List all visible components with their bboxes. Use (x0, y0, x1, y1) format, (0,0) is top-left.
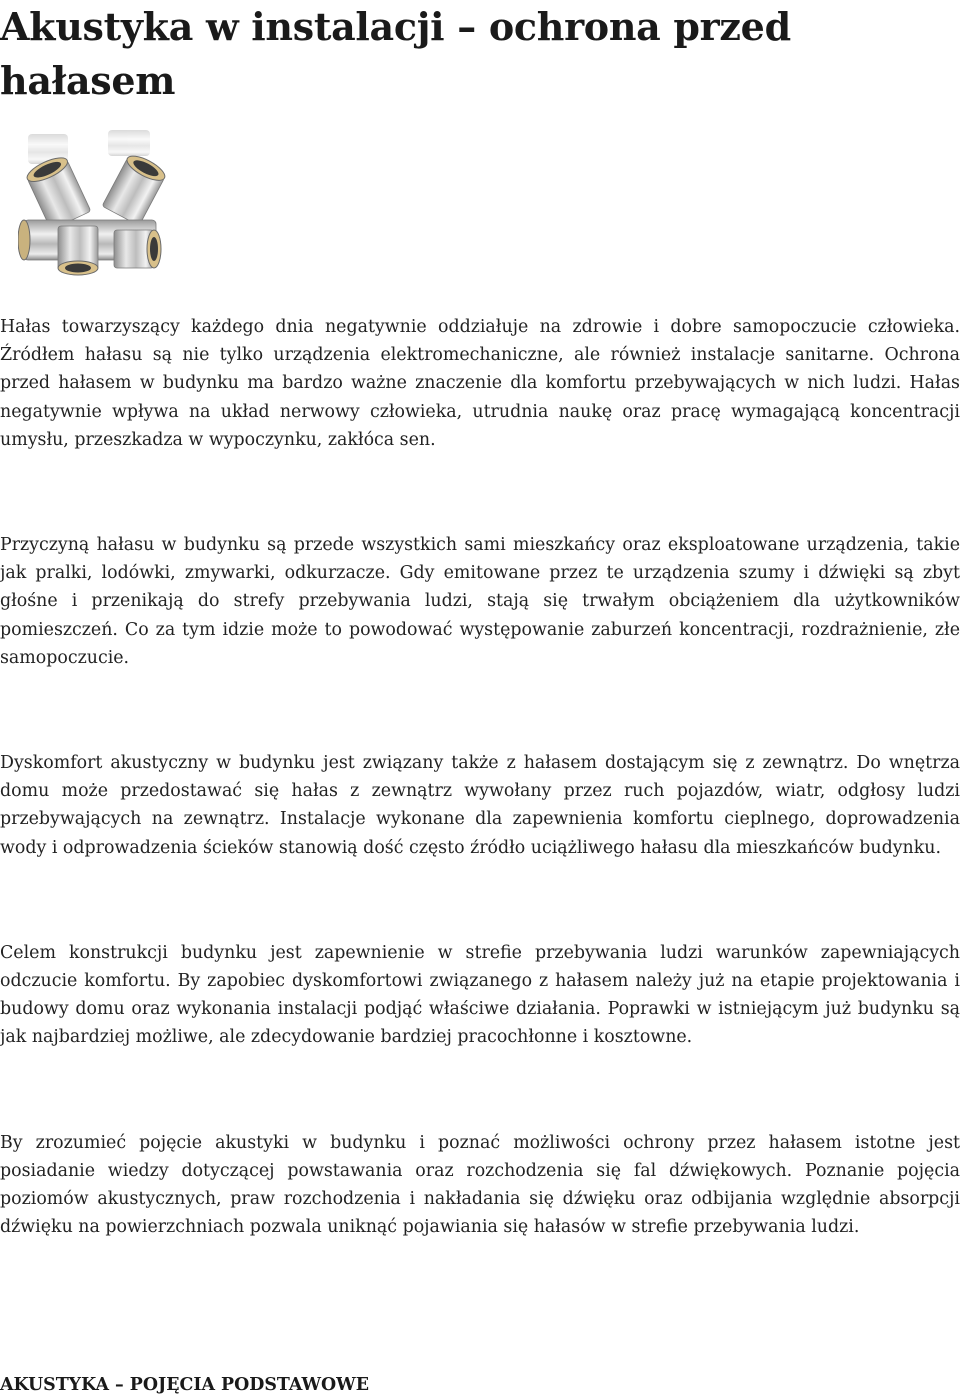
pipe-fittings-image (18, 126, 168, 276)
paragraph: Celem konstrukcji budynku jest zapewnienie w strefie przebywania ludzi warunków zapewniających odczucie komfortu. By zapobiec dyskomfortowi związanego z hałasem należy już na etapie projektowania i budowy domu oraz wykonania instalacji podjąć właściwe działania. Poprawki w istniejącym już budynku są jak najbardziej możliwe, ale zdecydowanie bardziej pracochłonne i kosztowne. (0, 942, 960, 1048)
article-body (0, 313, 960, 1318)
paragraph: Hałas towarzyszący każdego dnia negatywnie oddziałuje na zdrowie i dobre samopoczucie człowieka. Źródłem hałasu są nie tylko urządzenia elektromechaniczne, ale również instalacje sanitarne. Ochrona przed hałasem w budynku ma bardzo ważne znaczenie dla komfortu przebywających w nich ludzi. Hałas negatywnie wpływa na układ nerwowy człowieka, utrudnia naukę oraz pracę wymagającą koncentracji umysłu, przeszkadza w wypoczynku, zakłóca sen. (0, 317, 960, 450)
section-heading: AKUSTYKA – POJĘCIA PODSTAWOWE (0, 1375, 369, 1395)
article-title: Akustyka w instalacji – ochrona przed hałasem (0, 4, 791, 103)
paragraph: Przyczyną hałasu w budynku są przede wszystkich sami mieszkańcy oraz eksploatowane urządzenia, takie jak pralki, lodówki, zmywarki, odkurzacze. Gdy emitowane przez te urządzenia szumy i dźwięki są zbyt głośne i przenikają do strefy przebywania ludzi, stają się trwałym obciążeniem dla użytkowników pomieszczeń. Co za tym idzie może to powodować występowanie zaburzeń koncentracji, rozdrażnienie, złe samopoczucie. (0, 535, 960, 668)
paragraph: Dyskomfort akustyczny w budynku jest związany także z hałasem dostającym się z zewnątrz. Do wnętrza domu może przedostawać się hałas z zewnątrz wywołany przez ruch pojazdów, wiatr, odgłosy ludzi przebywających na zewnątrz. Instalacje wykonane dla zapewnienia komfortu cieplnego, doprowadzenia wody i odprowadzenia ścieków stanowią dość często źródło uciążliwego hałasu dla mieszkańców budynku. (0, 753, 960, 858)
paragraph: By zrozumieć pojęcie akustyki w budynku i poznać możliwości ochrony przez hałasem istotne jest posiadanie wiedzy dotyczącej powstawania oraz rozchodzenia się fal dźwiękowych. Poznanie pojęcia poziomów akustycznych, praw rozchodzenia i nakładania się dźwięku oraz odbijania względnie absorpcji dźwięku na powierzchniach pozwala uniknąć pojawiania się hałasów w strefie przebywania ludzi. (0, 1132, 960, 1238)
